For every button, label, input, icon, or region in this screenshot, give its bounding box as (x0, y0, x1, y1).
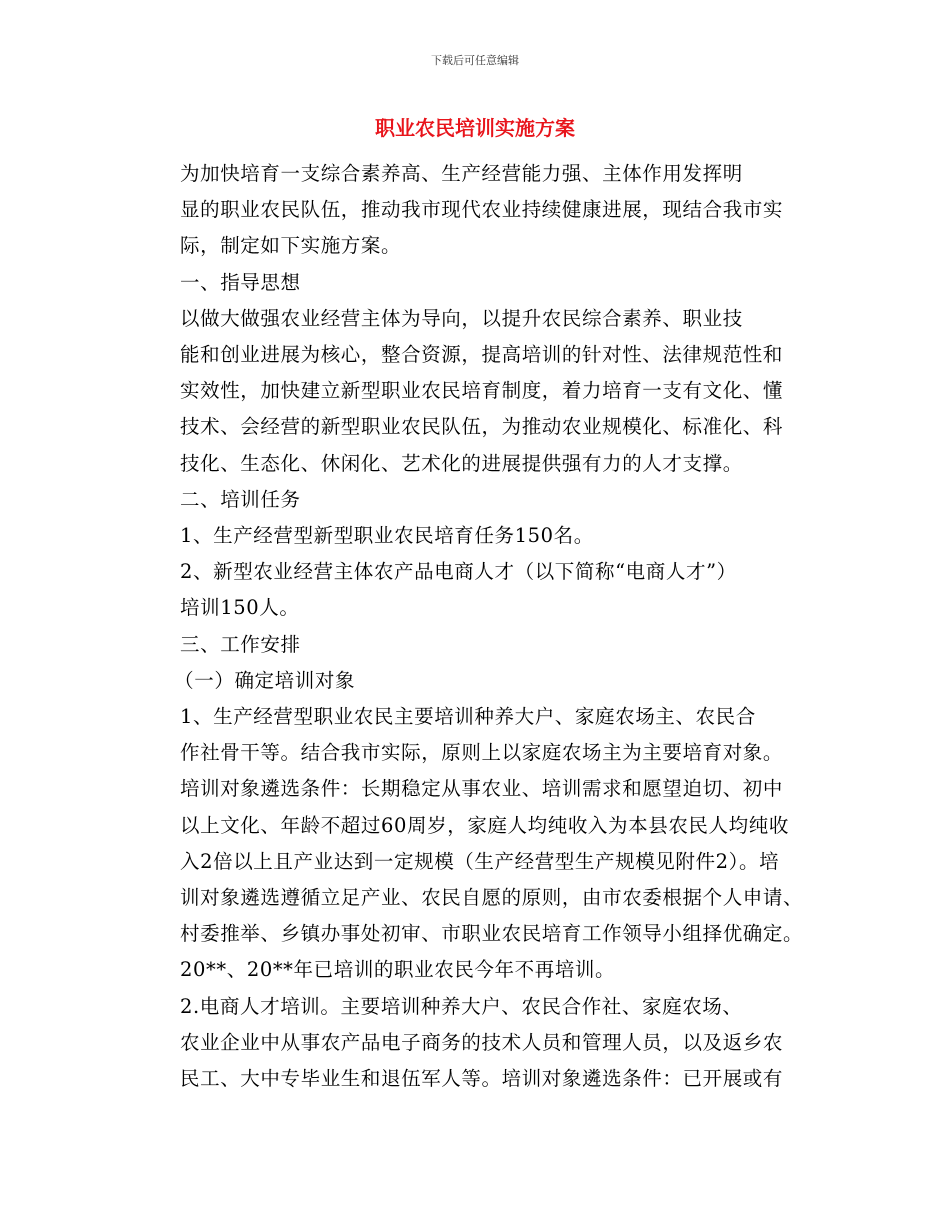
text-line: 2、新型农业经营主体农产品电商人才（以下简称“电商人才”） (180, 560, 737, 584)
text-line: 技术、会经营的新型职业农民队伍，为推动农业规模化、标准化、科 (180, 415, 784, 439)
training-targets-paragraph-2 (141, 989, 813, 1098)
task-item-1 (141, 518, 813, 554)
text-line: 为加快培育一支综合素养高、生产经营能力强、主体作用发挥明 (180, 162, 743, 185)
task-item-2 (141, 554, 813, 626)
text-line: 技化、生态化、休闲化、艺术化的进展提供强有力的人才支撑。 (180, 451, 743, 475)
text-line: （一）确定培训对象 (174, 668, 356, 692)
section-heading-training-tasks (141, 482, 813, 518)
subsection-heading-training-targets (141, 663, 813, 699)
intro-paragraph (141, 156, 813, 265)
text-line: 培训150人。 (180, 596, 300, 620)
text-line: 村委推举、乡镇办事处初审、市职业农民培育工作领导小组择优确定。 (180, 922, 804, 946)
guiding-ideology-paragraph (141, 301, 813, 482)
text-line: 显的职业农民队伍，推动我市现代农业持续健康进展，现结合我市实 (180, 198, 784, 222)
text-line: 2.电商人才培训。主要培训种养大户、农民合作社、家庭农场、 (180, 994, 743, 1018)
section-heading-guiding-ideology (141, 265, 813, 301)
text-line: 农业企业中从事农产品电子商务的技术人员和管理人员，以及返乡农 (180, 1030, 784, 1054)
text-line: 以上文化、年龄不超过60周岁，家庭人均纯收入为本县农民人均纯收 (180, 813, 789, 837)
text-line: 以做大做强农业经营主体为导向，以提升农民综合素养、职业技 (180, 306, 743, 330)
text-line: 20**、20**年已培训的职业农民今年不再培训。 (180, 958, 616, 982)
section-heading-work-arrangement (141, 627, 813, 663)
document-body (141, 156, 813, 1097)
text-line: 能和创业进展为核心，整合资源，提高培训的针对性、法律规范性和 (180, 343, 784, 367)
text-line: 二、培训任务 (180, 487, 301, 511)
text-line: 实效性，加快建立新型职业农民培育制度，着力培育一支有文化、懂 (180, 379, 784, 403)
text-line: 培训对象遴选条件：长期稳定从事农业、培训需求和愿望迫切、初中 (180, 777, 784, 801)
text-line: 作社骨干等。结合我市实际，原则上以家庭农场主为主要培育对象。 (180, 741, 784, 765)
text-line: 1、生产经营型新型职业农民培育任务150名。 (180, 524, 594, 548)
header-note: 下载后可任意编辑 (431, 54, 519, 67)
document-title: 职业农民培训实施方案 (375, 116, 575, 140)
text-line: 1、生产经营型职业农民主要培训种养大户、家庭农场主、农民合 (180, 705, 756, 729)
text-line: 入2倍以上且产业达到一定规模（生产经营型生产规模见附件2）。培 (180, 849, 780, 873)
training-targets-paragraph-1 (141, 699, 813, 989)
text-line: 一、指导思想 (180, 270, 301, 294)
text-line: 民工、大中专毕业生和退伍军人等。培训对象遴选条件：已开展或有 (180, 1067, 784, 1091)
text-line: 训对象遴选遵循立足产业、农民自愿的原则，由市农委根据个人申请、 (180, 886, 804, 910)
text-line: 三、工作安排 (180, 632, 301, 656)
text-line: 际，制定如下实施方案。 (180, 234, 402, 258)
